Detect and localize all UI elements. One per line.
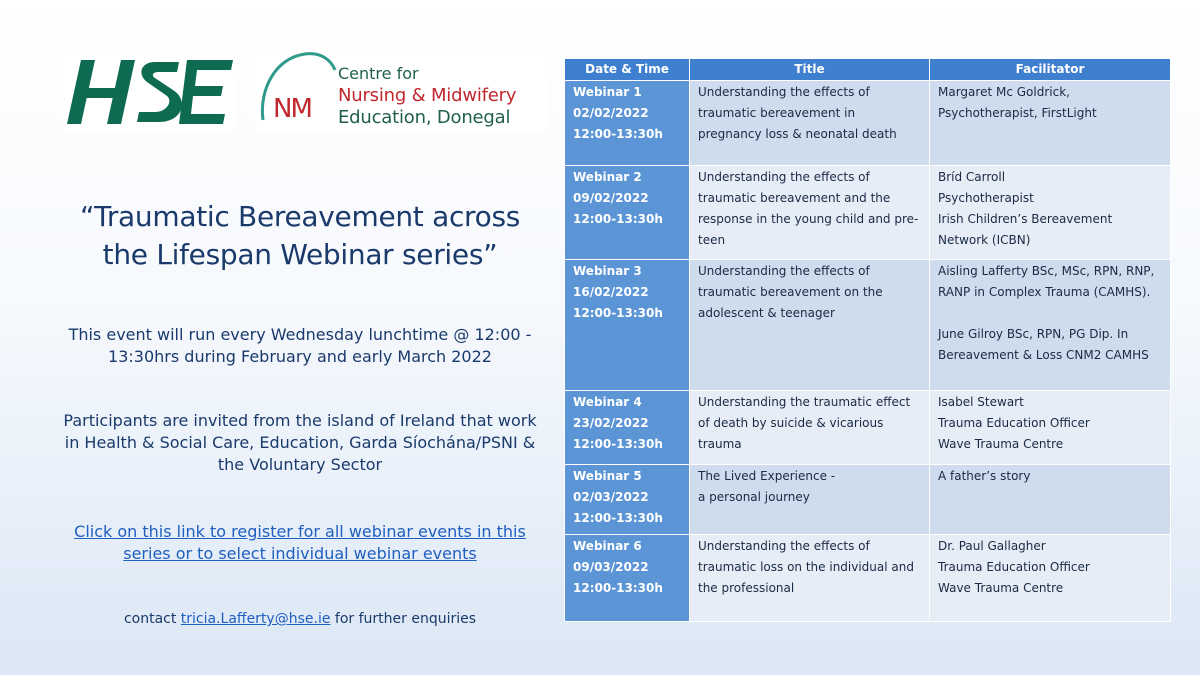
row-facilitator-cell [930,260,1171,391]
row-date-cell [565,81,690,166]
title-line: pregnancy loss & neonatal death [698,127,897,141]
facilitator-line: Margaret Mc Goldrick, [938,85,1070,99]
webinar-date: 09/03/2022 [573,560,649,574]
title-line: Understanding the traumatic effect [698,395,911,409]
contact-prefix: contact [123,611,181,627]
cnme-logo-mark: NM [273,94,311,124]
webinar-label: Webinar 5 [573,469,642,483]
register-link-line2[interactable]: series or to select individual webinar events [123,544,477,563]
facilitator-line: Bríd Carroll [938,170,1006,184]
webinar-date: 02/02/2022 [573,106,649,120]
webinar-label: Webinar 6 [573,539,642,553]
webinar-date: 23/02/2022 [573,416,649,430]
contact-email-link[interactable]: tricia.Lafferty@hse.ie [180,611,331,627]
row-title-cell [690,166,930,260]
register-link[interactable] [40,521,560,565]
series-title-line1: “Traumatic Bereavement across [79,200,521,233]
row-title-cell [690,260,930,391]
participants-info-line2: in Health & Social Care, Education, Garda Síochána/PSNI & [64,433,536,452]
webinar-time: 12:00-13:30h [573,306,663,320]
facilitator-line: RANP in Complex Trauma (CAMHS). [938,285,1151,299]
register-link-line1[interactable]: Click on this link to register for all webinar events in this [74,522,526,541]
table-row [565,260,1171,391]
facilitator-line: Isabel Stewart [938,395,1024,409]
webinar-date: 09/02/2022 [573,191,649,205]
schedule-info [40,324,560,368]
cnme-logo-line1: Centre for [338,64,419,83]
webinar-time: 12:00-13:30h [573,581,663,595]
title-line: Understanding the effects of [698,85,870,99]
facilitator-line: A father’s story [938,469,1031,483]
title-line: response in the young child and pre- [698,212,919,226]
row-title-cell [690,391,930,465]
cnme-logo-line3: Education, Donegal [338,107,511,128]
facilitator-line: Trauma Education Officer [938,560,1090,574]
table-row [565,535,1171,622]
title-line: Understanding the effects of [698,539,870,553]
webinar-time: 12:00-13:30h [573,511,663,525]
row-title-cell [690,465,930,535]
webinar-time: 12:00-13:30h [573,127,663,141]
facilitator-line: Trauma Education Officer [938,416,1090,430]
table-row [565,166,1171,260]
series-title [40,198,560,274]
header-facilitator: Facilitator [930,59,1171,81]
row-facilitator-cell [930,391,1171,465]
webinar-date: 16/02/2022 [573,285,649,299]
title-line: of death by suicide & vicarious [698,416,884,430]
title-line: a personal journey [698,490,810,504]
webinar-date: 02/03/2022 [573,490,649,504]
cnme-logo [255,50,547,132]
schedule-info-line2: 13:30hrs during February and early March 2022 [108,347,492,366]
table-row [565,81,1171,166]
webinar-time: 12:00-13:30h [573,437,663,451]
row-date-cell [565,166,690,260]
title-line: traumatic bereavement and the [698,191,891,205]
participants-info [40,410,560,476]
participants-info-line1: Participants are invited from the island of Ireland that work [63,411,537,430]
participants-info-line3: the Voluntary Sector [217,455,383,474]
webinar-label: Webinar 1 [573,85,642,99]
facilitator-line: Dr. Paul Gallagher [938,539,1046,553]
facilitator-line: Network (ICBN) [938,233,1031,247]
row-title-cell [690,535,930,622]
title-line: Understanding the effects of [698,264,870,278]
table-row [565,391,1171,465]
schedule-info-line1: This event will run every Wednesday lunchtime @ 12:00 - [68,325,532,344]
table-row [565,465,1171,535]
facilitator-line: Psychotherapist, FirstLight [938,106,1097,120]
facilitator-line: Bereavement & Loss CNM2 CAMHS [938,348,1149,362]
facilitator-line: Wave Trauma Centre [938,437,1064,451]
row-date-cell [565,391,690,465]
row-facilitator-cell [930,81,1171,166]
table-header-row [565,59,1171,81]
title-line: traumatic loss on the individual and [698,560,914,574]
facilitator-line: June Gilroy BSc, RPN, PG Dip. In [938,327,1129,341]
row-facilitator-cell [930,535,1171,622]
facilitator-spacer [938,303,1162,324]
facilitator-line: Aisling Lafferty BSc, MSc, RPN, RNP, [938,264,1155,278]
title-line: adolescent & teenager [698,306,835,320]
contact-suffix: for further enquiries [330,611,477,627]
title-line: teen [698,233,726,247]
webinar-schedule-table [564,58,1171,622]
webinar-label: Webinar 4 [573,395,642,409]
title-line: Understanding the effects of [698,170,870,184]
facilitator-line: Wave Trauma Centre [938,581,1064,595]
row-facilitator-cell [930,465,1171,535]
hse-logo [63,52,235,132]
title-line: traumatic bereavement on the [698,285,883,299]
webinar-time: 12:00-13:30h [573,212,663,226]
facilitator-line: Irish Children’s Bereavement [938,212,1113,226]
header-title: Title [690,59,930,81]
header-date-time: Date & Time [565,59,690,81]
title-line: trauma [698,437,742,451]
row-facilitator-cell [930,166,1171,260]
title-line: The Lived Experience - [698,469,836,483]
title-line: traumatic bereavement in [698,106,856,120]
row-date-cell [565,535,690,622]
row-date-cell [565,260,690,391]
series-title-line2: the Lifespan Webinar series” [102,238,498,271]
cnme-logo-line2: Nursing & Midwifery [338,85,517,106]
row-date-cell [565,465,690,535]
title-line: the professional [698,581,795,595]
webinar-label: Webinar 3 [573,264,642,278]
row-title-cell [690,81,930,166]
facilitator-line: Psychotherapist [938,191,1034,205]
webinar-label: Webinar 2 [573,170,642,184]
contact-line [40,610,560,628]
